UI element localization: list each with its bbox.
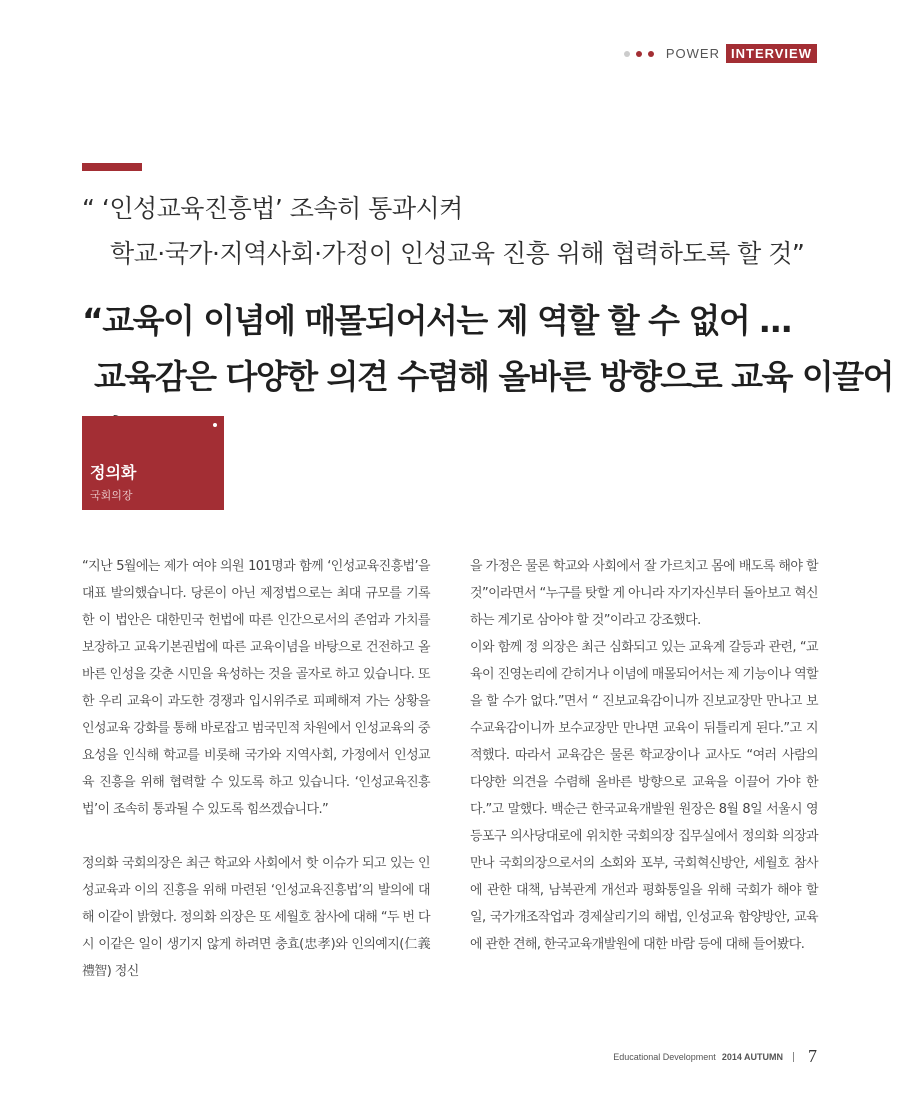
body-paragraph: 정의화 국회의장은 최근 학교와 사회에서 핫 이슈가 되고 있는 인성교육과 이의 진흥을 위해 마련된 ‘인성교육진흥법’의 발의에 대해 이같이 밝혔다. 정의화 의장은 또 세월호 참사에 대해 “두 번 다시 이같은 일이 생기지 않게 하려면 충효(忠孝)와 인의예지(仁義禮智) 정신 [82, 856, 430, 979]
section-label-interview: INTERVIEW [726, 44, 817, 63]
dot-icon [213, 423, 217, 427]
section-tag [624, 44, 817, 63]
section-label-power: POWER [665, 46, 720, 61]
light-dot-icon [624, 51, 630, 57]
sub-headline-line: 학교·국가·지역사회·가정이 인성교육 진흥 위해 협력하도록 할 것” [110, 239, 805, 268]
publication-name: Educational Development [613, 1051, 716, 1062]
page-number: 7 [808, 1046, 817, 1066]
body-column-right [470, 553, 818, 958]
main-headline-line: 교육감은 다양한 의견 수렴해 올바른 방향으로 교육 이끌어 [94, 357, 893, 396]
body-paragraph: 이와 함께 정 의장은 최근 심화되고 있는 교육계 갈등과 관련, “교육이 진영논리에 갇히거나 이념에 매몰되어서는 제 기능이나 역할을 할 수가 없다.”면서 “ 진보교육감이니까 진보교장만 만나고 보수교육감이니까 보수교장만 만나면 교육이 뒤틀리게 된다.”고 지적했다. 따라서 교육감은 물론 학교장이나 교사도 “여러 사람의 다양한 의견을 수렴해 올바른 방향으로 교육을 이끌어 가야 한다.”고 말했다. 백순근 한국교육개발원 원장은 8월 8일 서울시 영등포구 의사당대로에 위치한 국회의장 집무실에서 정의화 의장과 만나 국회의장으로서의 소회와 포부, 국회혁신방안, 세월호 참사에 관한 대책, 남북관계 개선과 평화통일을 위해 국회가 해야 할 일, 국가개조작업과 경제살리기의 해법, 인성교육 함양방안, 교육에 관한 견해, 한국교육개발원에 대한 바람 등에 대해 들어봤다. [470, 640, 818, 952]
body-paragraph: 을 가정은 물론 학교와 사회에서 잘 가르치고 몸에 배도록 해야 할 것”이라면서 “누구를 탓할 게 아니라 자기자신부터 돌아보고 혁신하는 계기로 삼아야 할 것”이라고 강조했다. [470, 559, 818, 628]
sub-headline [82, 186, 804, 276]
sub-headline-line: “ ‘인성교육진흥법’ 조속히 통과시켜 [82, 194, 463, 223]
accent-dot-icon [648, 51, 654, 57]
profile-card [82, 416, 224, 510]
body-column-left [82, 553, 430, 985]
main-headline-line: “교육이 이념에 매몰되어서는 제 역할 할 수 없어 … [82, 301, 791, 340]
accent-bar [82, 163, 142, 171]
issue-label: 2014 AUTUMN [721, 1051, 783, 1062]
footer-divider [793, 1052, 794, 1062]
accent-dot-icon [636, 51, 642, 57]
body-paragraph: “지난 5월에는 제가 여야 의원 101명과 함께 ‘인성교육진흥법’을 대표 발의했습니다. 당론이 아닌 제정법으로는 최대 규모를 기록한 이 법안은 대한민국 헌법에 따른 인간으로서의 존엄과 가치를 보장하고 교육기본권법에 따른 교육이념을 바탕으로 건전하고 올바른 인성을 갖춘 시민을 육성하는 것을 골자로 하고 있습니다. 또한 우리 교육이 과도한 경쟁과 입시위주로 피폐해져 가는 상황을 인성교육 강화를 통해 바로잡고 범국민적 차원에서 인성교육의 중요성을 인식해 학교를 비롯해 국가와 지역사회, 가정에서 인성교육 진흥을 위해 협력할 수 있도록 하고 있습니다. ‘인성교육진흥법’이 조속히 통과될 수 있도록 힘쓰겠습니다.” [82, 559, 430, 817]
page-footer [613, 1046, 817, 1067]
profile-name: 정의화 [90, 463, 137, 482]
profile-title: 국회의장 [90, 489, 133, 502]
